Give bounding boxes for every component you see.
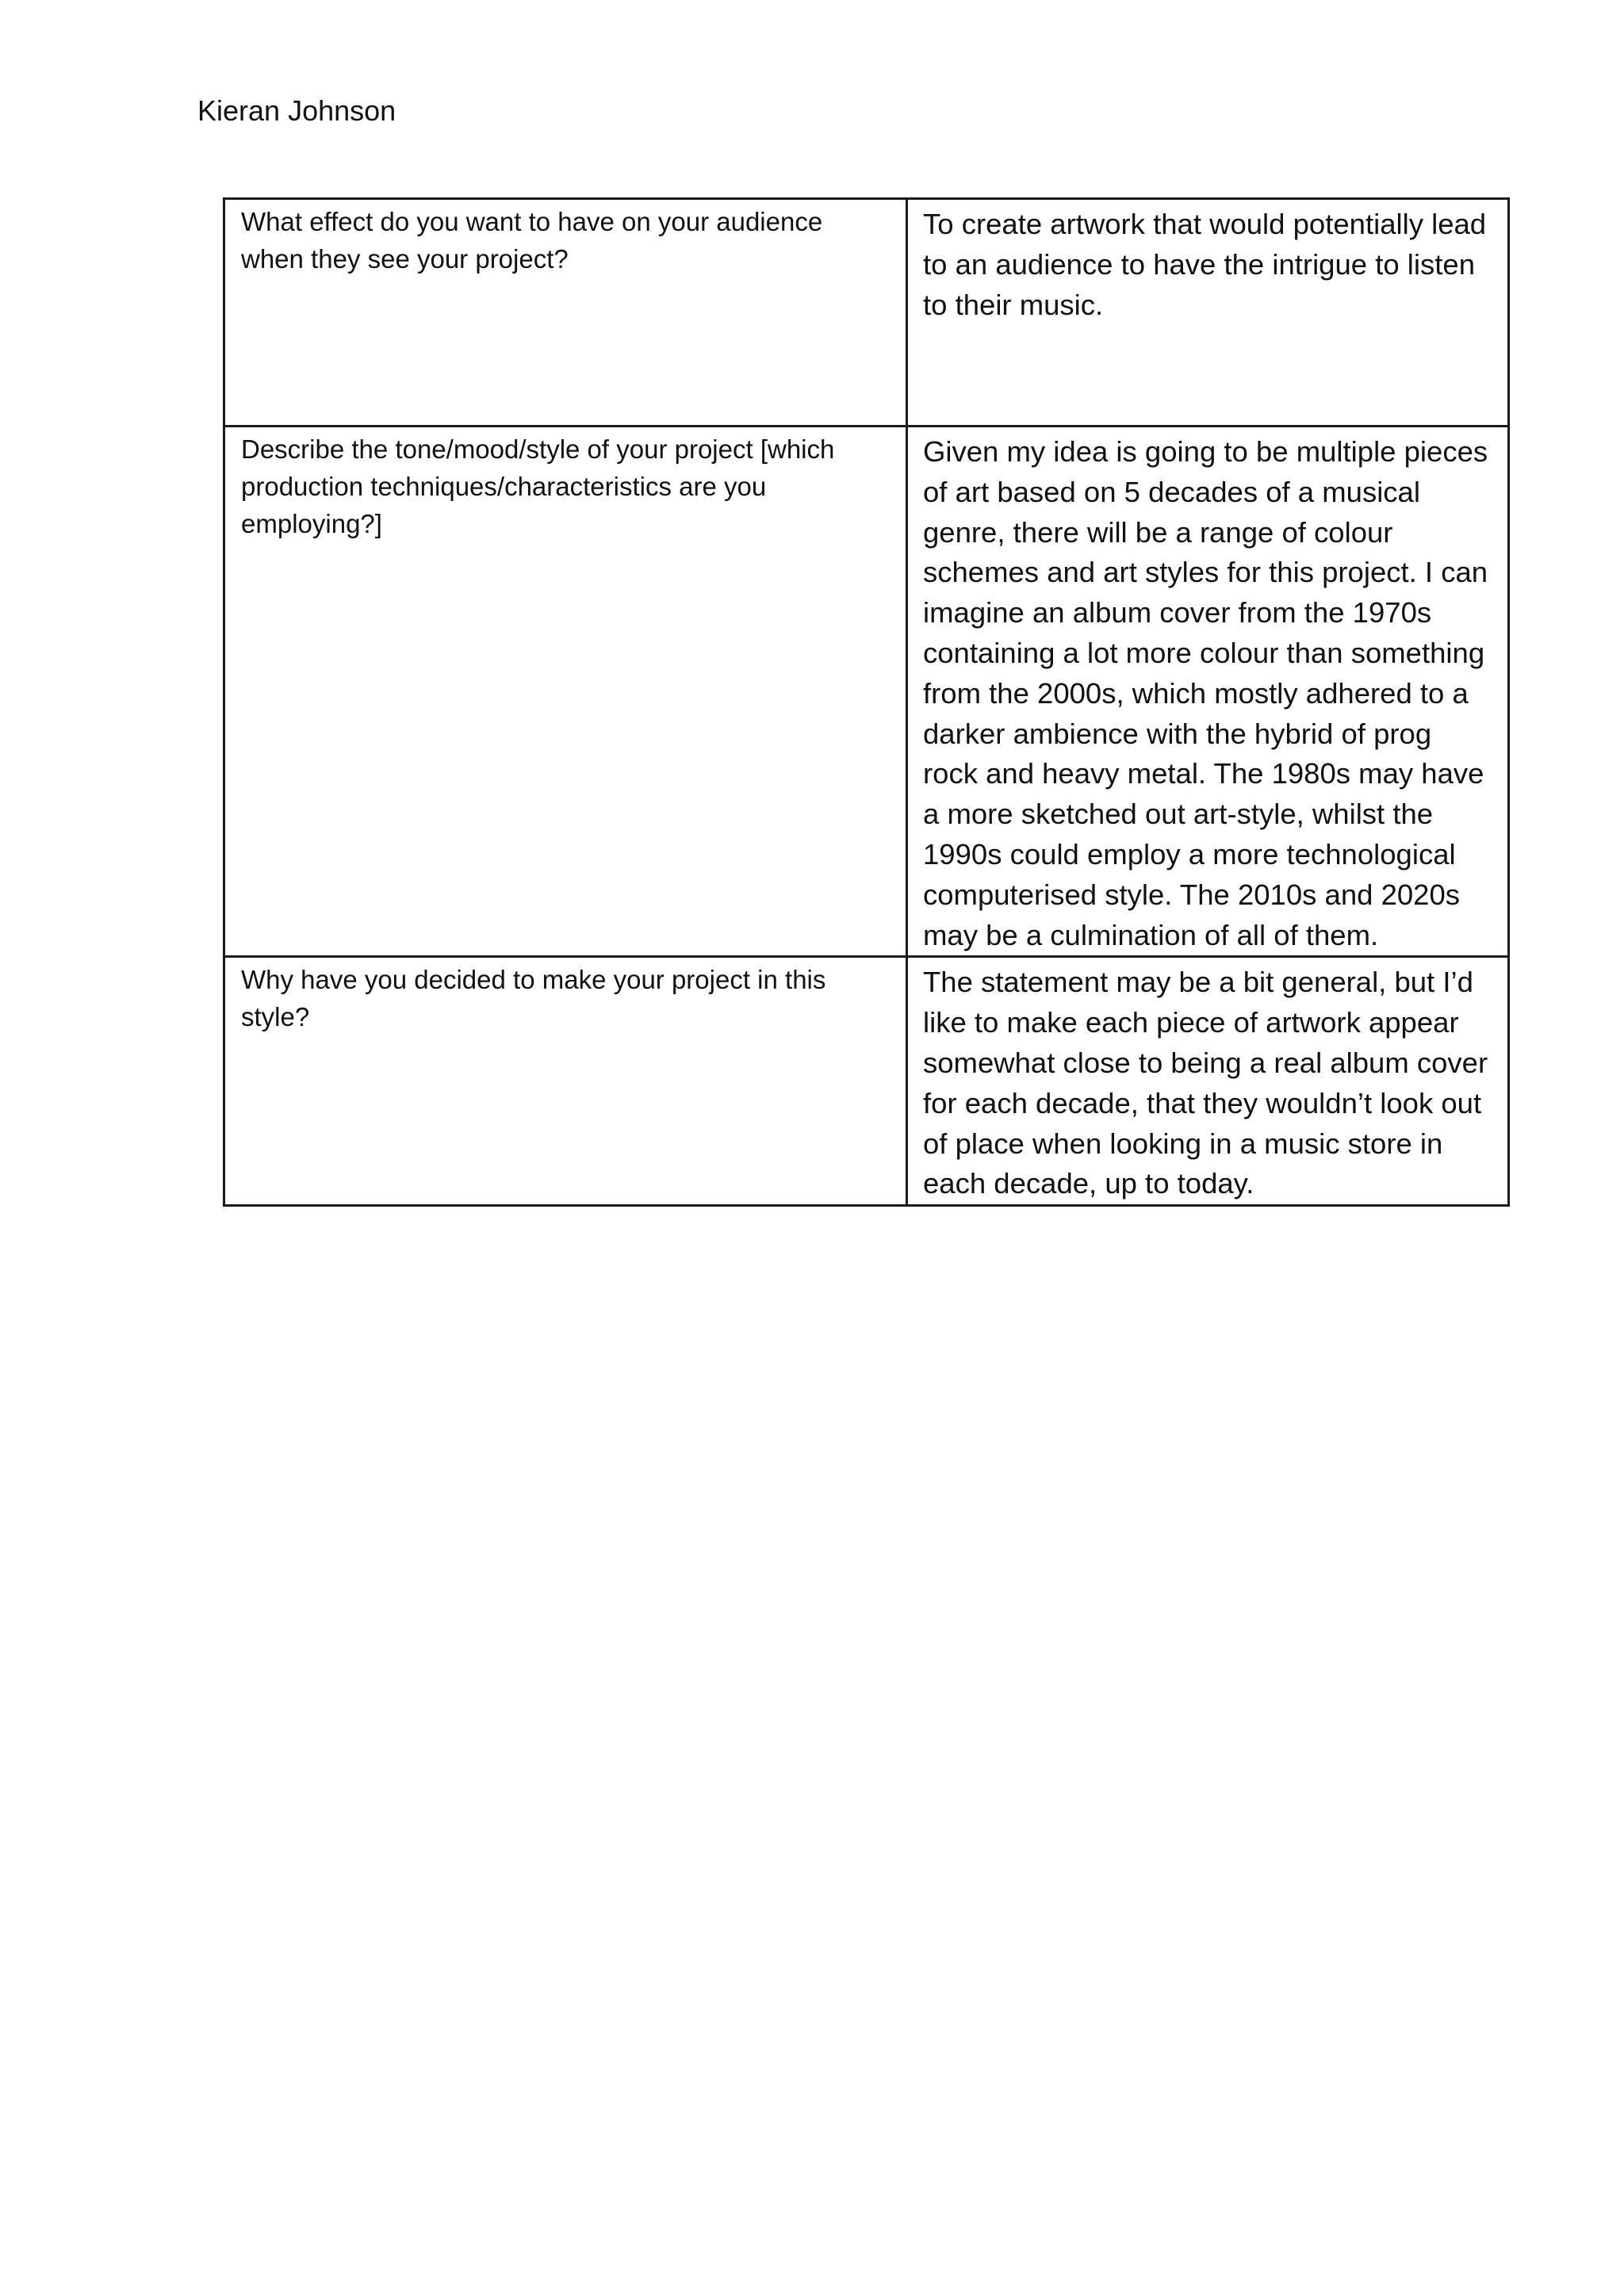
answer-cell: To create artwork that would potentially lead to an audience to have the intrigue to listen to their music. <box>907 199 1509 427</box>
table-row <box>224 199 1509 427</box>
question-answer-table <box>223 197 1510 1207</box>
question-cell: Describe the tone/mood/style of your project [which production techniques/characteristics are you employing?] <box>224 427 907 957</box>
question-cell: What effect do you want to have on your audience when they see your project? <box>224 199 907 427</box>
table-row <box>224 957 1509 1206</box>
author-name: Kieran Johnson <box>197 94 396 127</box>
table-row <box>224 427 1509 957</box>
answer-cell: Given my idea is going to be multiple pieces of art based on 5 decades of a musical genre, there will be a range of colour schemes and art styles for this project. I can imagine an album cover from the 1970s containing a lot more colour than something from the 2000s, which mostly adhered to a darker ambience with the hybrid of prog rock and heavy metal. The 1980s may have a more sketched out art-style, whilst the 1990s could employ a more technological computerised style. The 2010s and 2020s may be a culmination of all of them. <box>907 427 1509 957</box>
question-cell: Why have you decided to make your project in this style? <box>224 957 907 1206</box>
answer-cell: The statement may be a bit general, but I’d like to make each piece of artwork appear somewhat close to being a real album cover for each decade, that they wouldn’t look out of place when looking in a music store in each decade, up to today. <box>907 957 1509 1206</box>
